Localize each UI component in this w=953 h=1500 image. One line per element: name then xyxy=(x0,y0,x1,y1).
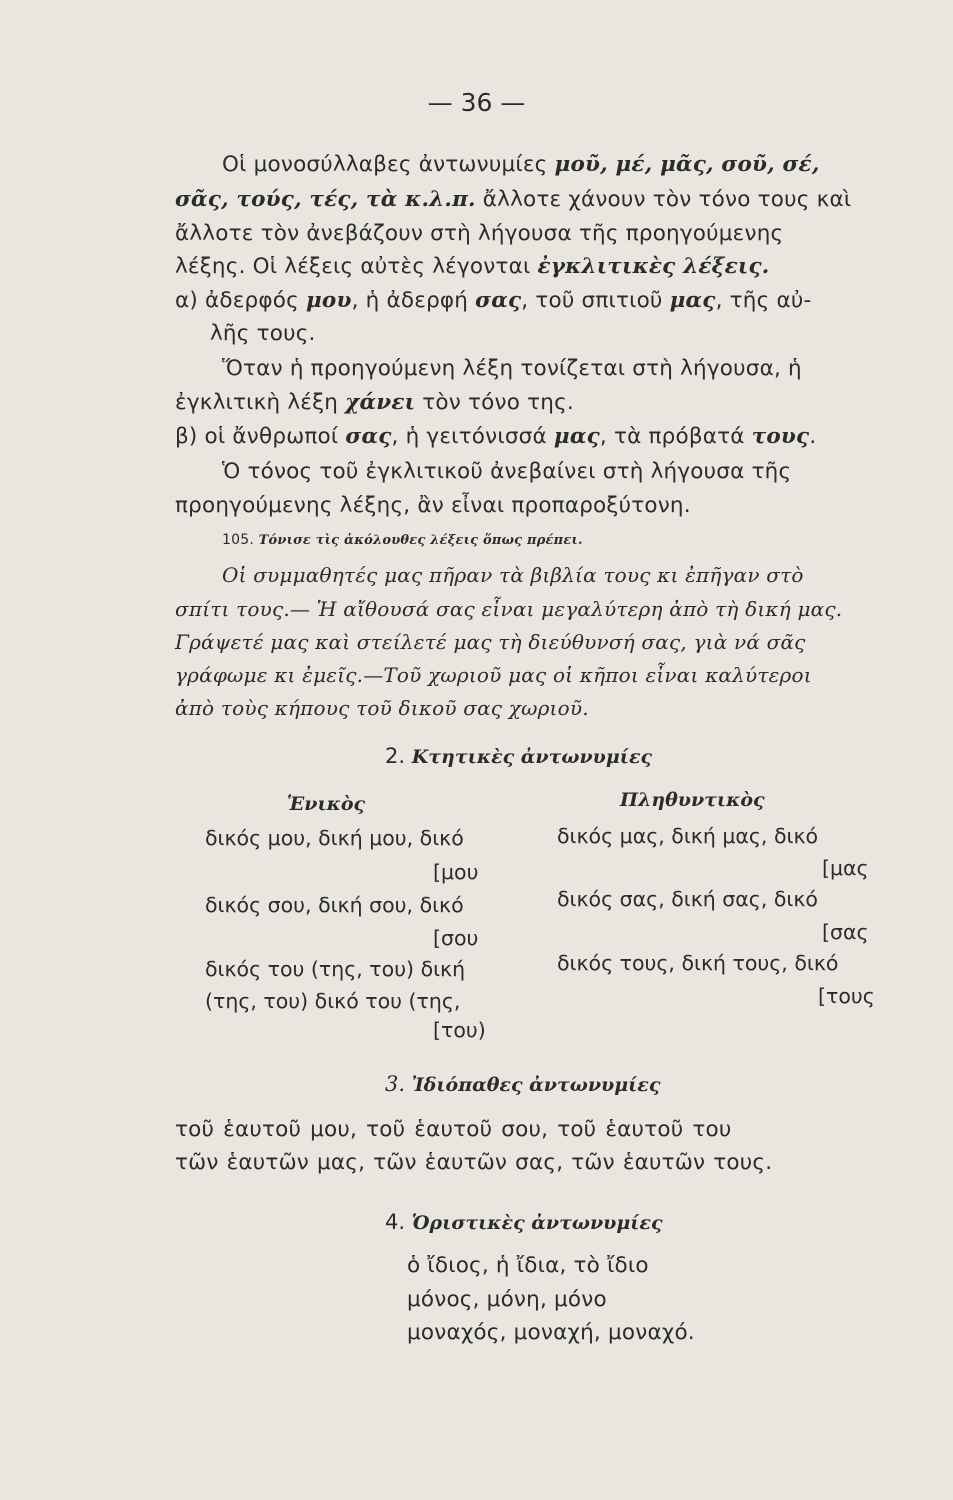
text: , τὰ πρόβατά xyxy=(599,424,752,449)
section-number: 4. xyxy=(385,1210,406,1234)
enclitic-list: μοῦ, μέ, μᾶς, σοῦ, σέ, xyxy=(554,152,820,177)
rule-2-line-1: Ὁ τόνος τοῦ ἐγκλιτικοῦ ἀνεβαίνει στὴ λήγουσα τῆς xyxy=(222,459,792,484)
section-4-line-1: ὁ ἴδιος, ἡ ἴδια, τὸ ἴδιο xyxy=(407,1253,649,1278)
text: , τῆς αὐ- xyxy=(715,288,812,313)
text: , ἡ γειτόνισσά xyxy=(391,424,554,449)
intro-text: ἄλλοτε χάνουν τὸν τόνο τους καὶ xyxy=(475,187,852,212)
exercise-instruction: Τόνισε τὶς ἀκόλουθες λέξεις ὅπως πρέπει. xyxy=(258,533,583,548)
section-4-line-3: μοναχός, μοναχή, μοναχό. xyxy=(407,1320,695,1345)
page-number: — 36 — xyxy=(427,88,526,117)
example-a-line-1 xyxy=(175,288,811,313)
enclitic: μου xyxy=(305,288,352,313)
exercise-header xyxy=(222,532,583,548)
section-3-heading xyxy=(385,1072,660,1096)
exercise-line-4: γράφωμε κι ἐμεῖς.—Τοῦ χωριοῦ μας οἱ κῆποι εἶναι καλύτεροι xyxy=(175,663,812,687)
section-title: Ὁριστικὲς ἀντωνυμίες xyxy=(411,1212,663,1234)
singular-row-1: δικός μου, δική μου, δικό xyxy=(205,826,464,850)
plural-row-2: δικός σας, δική σας, δικό xyxy=(557,887,818,911)
text: α) ἀδερφός xyxy=(175,288,306,313)
singular-row-3: δικός του (της, του) δική xyxy=(205,957,466,981)
exercise-line-1: Οἱ συμμαθητές μας πῆραν τὰ βιβλία τους κι ἐπῆγαν στὸ xyxy=(222,563,804,587)
plural-row-3-cont: [τους xyxy=(818,984,875,1008)
singular-row-1-cont: [μου xyxy=(433,860,479,884)
intro-line-2 xyxy=(175,187,851,212)
section-3-line-1: τοῦ ἑαυτοῦ μου, τοῦ ἑαυτοῦ σου, τοῦ ἑαυτοῦ του xyxy=(175,1117,732,1142)
section-number: 2. xyxy=(385,744,406,768)
singular-row-4-cont: [του) xyxy=(433,1018,486,1042)
text: β) οἱ ἄνθρωποί xyxy=(175,424,346,449)
intro-text: Οἱ μονοσύλλαβες ἀντωνυμίες xyxy=(222,152,555,177)
section-2-heading xyxy=(385,744,652,768)
section-4-heading xyxy=(385,1210,663,1234)
singular-row-4: (της, του) δικό του (της, xyxy=(205,989,461,1013)
rule-1-line-1: Ὅταν ἡ προηγούμενη λέξη τονίζεται στὴ λήγουσα, ἡ xyxy=(222,356,802,381)
enclitic: μας xyxy=(669,288,716,313)
section-title: Κτητικὲς ἀντωνυμίες xyxy=(411,746,653,768)
text: τὸν τόνο της. xyxy=(415,390,574,415)
plural-row-3: δικός τους, δική τους, δικό xyxy=(557,951,839,975)
plural-row-2-cont: [σας xyxy=(822,920,869,944)
enclitic: σας xyxy=(345,424,392,449)
term-enclitic-words: ἐγκλιτικὲς λέξεις. xyxy=(537,254,770,279)
enclitic: μας xyxy=(553,424,600,449)
section-3-line-2: τῶν ἑαυτῶν μας, τῶν ἑαυτῶν σας, τῶν ἑαυτῶν τους. xyxy=(175,1150,773,1175)
plural-row-1: δικός μας, δική μας, δικό xyxy=(557,824,819,848)
exercise-number: 105. xyxy=(222,532,254,548)
example-b-line-1 xyxy=(175,424,816,449)
intro-line-3: ἄλλοτε τὸν ἀνεβάζουν στὴ λήγουσα τῆς προηγούμενης xyxy=(175,221,784,246)
plural-column-heading: Πληθυντικὸς xyxy=(620,789,765,811)
text: ἐγκλιτικὴ λέξη xyxy=(175,390,346,415)
emphasis: χάνει xyxy=(345,390,416,415)
enclitic: τους xyxy=(751,424,810,449)
section-number: 3. xyxy=(385,1072,406,1096)
exercise-line-2: σπίτι τους.— Ἡ αἴθουσά σας εἶναι μεγαλύτερη ἀπὸ τὴ δική μας. xyxy=(175,597,843,621)
example-a-line-2: λῆς τους. xyxy=(210,321,316,346)
section-title: Ἰδιόπαθες ἀντωνυμίες xyxy=(411,1074,661,1096)
rule-2-line-2: προηγούμενης λέξης, ἂν εἶναι προπαροξύτονη. xyxy=(175,493,691,518)
text: , τοῦ σπιτιοῦ xyxy=(521,288,670,313)
exercise-line-5: ἀπὸ τοὺς κήπους τοῦ δικοῦ σας χωριοῦ. xyxy=(175,696,589,720)
text: , ἡ ἀδερφή xyxy=(351,288,476,313)
text: . xyxy=(809,424,817,449)
singular-row-2-cont: [σου xyxy=(433,926,479,950)
intro-text: λέξης. Οἱ λέξεις αὐτὲς λέγονται xyxy=(175,254,538,279)
singular-row-2: δικός σου, δική σου, δικό xyxy=(205,893,464,917)
singular-column-heading: Ἑνικὸς xyxy=(287,793,366,815)
rule-1-line-2 xyxy=(175,390,574,415)
plural-row-1-cont: [μας xyxy=(822,856,869,880)
section-4-line-2: μόνος, μόνη, μόνο xyxy=(407,1287,607,1312)
exercise-line-3: Γράψετέ μας καὶ στείλετέ μας τὴ διεύθυνσή σας, γιὰ νά σᾶς xyxy=(175,630,806,654)
enclitic: σας xyxy=(475,288,522,313)
intro-line-1 xyxy=(222,152,820,177)
enclitic-list: σᾶς, τούς, τές, τὰ κ.λ.π. xyxy=(175,187,476,212)
intro-line-4 xyxy=(175,254,769,279)
